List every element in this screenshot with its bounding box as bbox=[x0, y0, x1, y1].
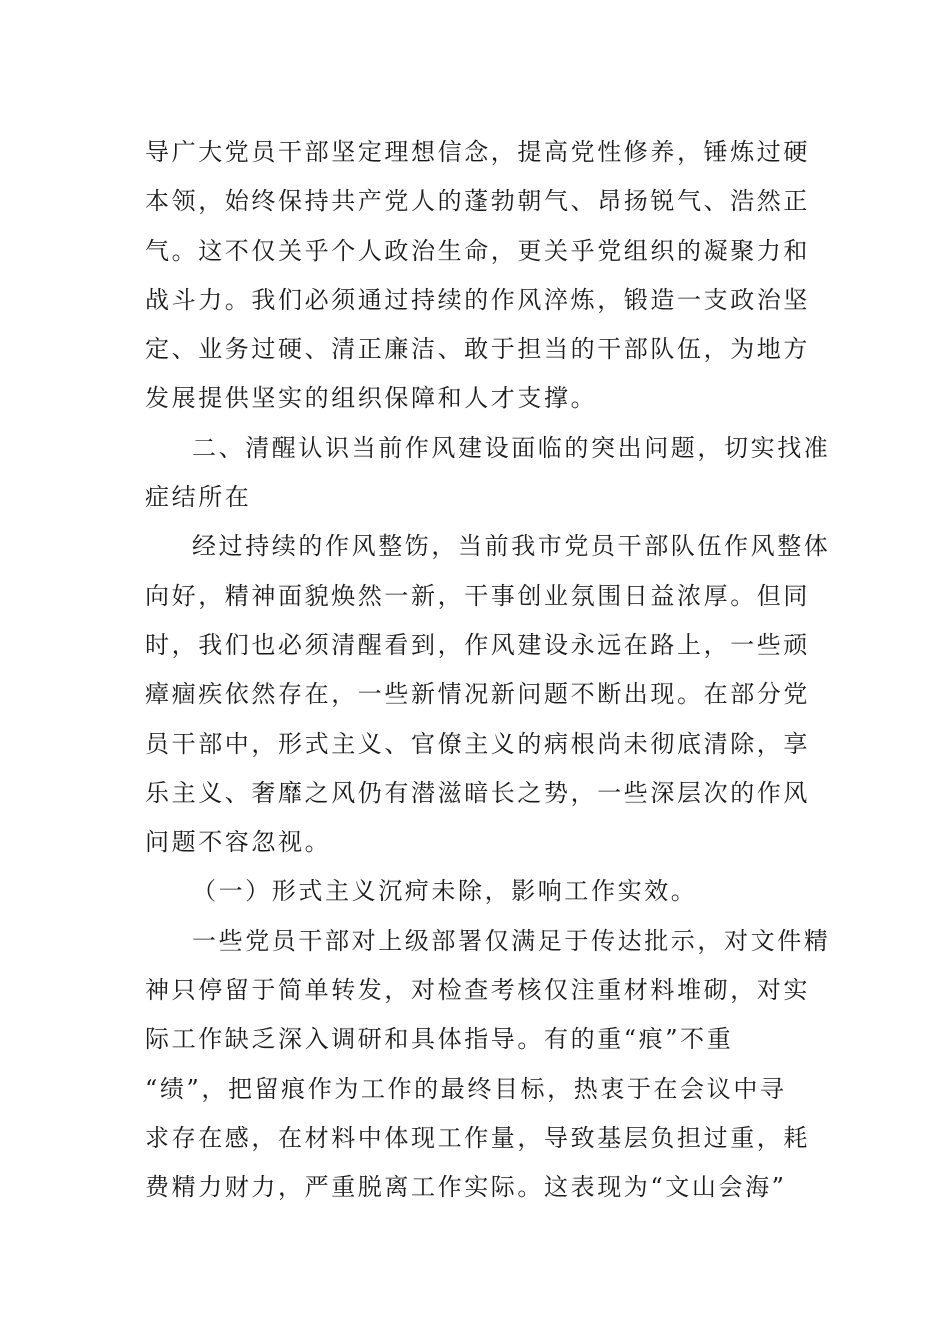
text-line-2: 本领，始终保持共产党人的蓬勃朝气、昂扬锐气、浩然正 bbox=[145, 187, 810, 216]
text-line-17: 一些党员干部对上级部署仅满足于传达批示，对文件精 bbox=[192, 926, 831, 955]
text-line-18: 神只停留于简单转发，对检查考核仅注重材料堆砌，对实 bbox=[145, 976, 810, 1005]
text-line-4: 战斗力。我们必须通过持续的作风淬炼，锻造一支政治坚 bbox=[145, 285, 810, 314]
text-line-20: “绩”，把留痕作为工作的最终目标，热衷于在会议中寻 bbox=[145, 1074, 787, 1103]
text-line-3: 气。这不仅关乎个人政治生命，更关乎党组织的凝聚力和 bbox=[145, 236, 810, 265]
text-line-5: 定、业务过硬、清正廉洁、敢于担当的干部队伍，为地方 bbox=[145, 335, 810, 364]
section-heading-line-1: 二、清醒认识当前作风建设面临的突出问题，切实找准 bbox=[192, 433, 831, 462]
text-line-13: 员干部中，形式主义、官僚主义的病根尚未彻底清除，享 bbox=[145, 729, 810, 758]
text-line-22: 费精力财力，严重脱离工作实际。这表现为“文山会海” bbox=[145, 1173, 787, 1202]
text-line-14: 乐主义、奢靡之风仍有潜滋暗长之势，一些深层次的作风 bbox=[145, 778, 810, 807]
text-line-12: 瘴痼疾依然存在，一些新情况新问题不断出现。在部分党 bbox=[145, 680, 810, 709]
section-heading-line-2: 症结所在 bbox=[145, 483, 252, 512]
text-line-10: 向好，精神面貌焕然一新，干事创业氛围日益浓厚。但同 bbox=[145, 581, 810, 610]
text-line-19: 际工作缺乏深入调研和具体指导。有的重“痕”不重 bbox=[145, 1025, 734, 1054]
document-body bbox=[145, 128, 831, 1213]
subsection-heading: （一）形式主义沉疴未除，影响工作实效。 bbox=[192, 877, 698, 906]
text-line-15: 问题不容忽视。 bbox=[145, 828, 332, 857]
text-line-21: 求存在感，在材料中体现工作量，导致基层负担过重，耗 bbox=[145, 1123, 810, 1152]
text-line-11: 时，我们也必须清醒看到，作风建设永远在路上，一些顽 bbox=[145, 630, 810, 659]
text-line-1: 导广大党员干部坚定理想信念，提高党性修养，锤炼过硬 bbox=[145, 138, 810, 166]
text-line-6: 发展提供坚实的组织保障和人才支撑。 bbox=[145, 384, 598, 413]
text-line-9: 经过持续的作风整饬，当前我市党员干部队伍作风整体 bbox=[192, 532, 831, 561]
